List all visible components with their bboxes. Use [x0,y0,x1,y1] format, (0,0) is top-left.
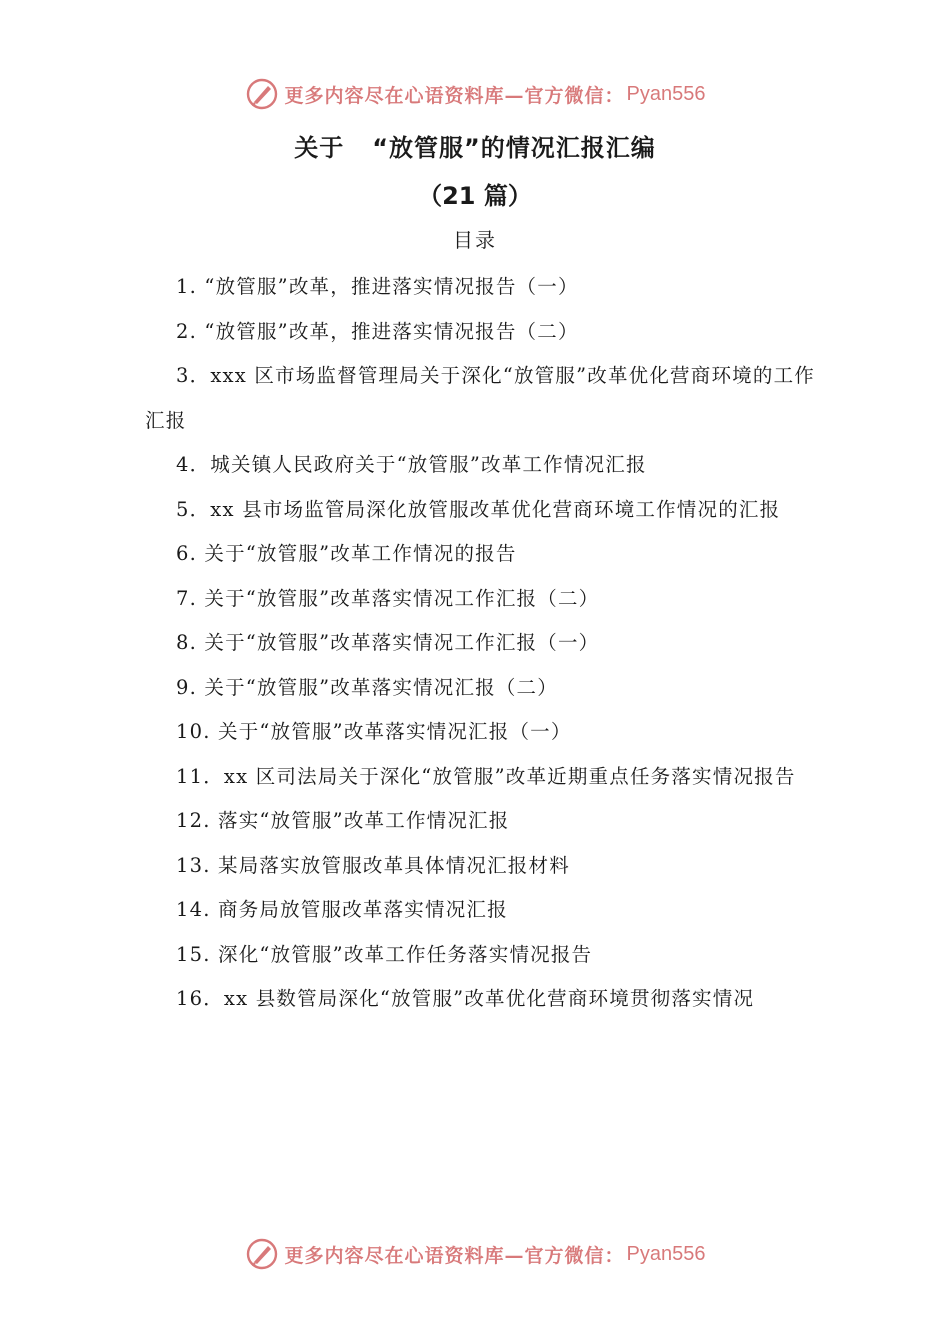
toc-item[interactable]: 14. 商务局放管服改革落实情况汇报 [176,898,508,921]
banner-wechat-id: Pyan556 [626,82,706,105]
toc-item[interactable]: 9. 关于“放管服”改革落实情况汇报（二） [176,675,558,699]
toc-item[interactable]: 13. 某局落实放管服改革具体情况汇报材料 [176,853,570,877]
toc-item[interactable]: 15. 深化“放管服”改革工作任务落实情况报告 [176,942,593,966]
toc-item[interactable]: 16．xx 县数管局深化“放管服”改革优化营商环境贯彻落实情况 [176,987,755,1010]
toc-heading: 目录 [453,228,497,252]
table-of-contents [145,265,815,1022]
pen-logo-icon [245,1237,279,1271]
header-watermark-banner [0,74,950,114]
toc-item[interactable]: 4．城关镇人民政府关于“放管服”改革工作情况汇报 [176,453,647,476]
pen-logo-icon [245,77,279,111]
toc-item[interactable]: 6. 关于“放管服”改革工作情况的报告 [176,542,517,565]
toc-item[interactable]: 11．xx 区司法局关于深化“放管服”改革近期重点任务落实情况报告 [176,764,796,788]
toc-item[interactable]: 5．xx 县市场监管局深化放管服改革优化营商环境工作情况的汇报 [176,497,781,521]
page-title [0,128,950,163]
toc-item[interactable]: 2. “放管服”改革，推进落实情况报告（二） [176,319,579,343]
banner-text: 更多内容尽在心语资料库—官方微信： [284,84,625,107]
toc-item[interactable]: 8. 关于“放管服”改革落实情况工作汇报（一） [176,631,600,654]
page-subtitle: （21 篇） [418,182,532,210]
title-main: “放管服”的情况汇报汇编 [372,134,656,162]
toc-item[interactable]: 10. 关于“放管服”改革落实情况汇报（一） [176,720,572,743]
banner-wechat-id: Pyan556 [626,1242,706,1265]
toc-item[interactable]: 3．xxx 区市场监督管理局关于深化“放管服”改革优化营商环境的工作汇报 [145,364,815,432]
title-prefix: 关于 [294,134,345,162]
banner-text: 更多内容尽在心语资料库—官方微信： [284,1244,625,1267]
toc-item[interactable]: 1. “放管服”改革，推进落实情况报告（一） [176,275,579,298]
toc-item[interactable]: 12. 落实“放管服”改革工作情况汇报 [176,809,510,832]
toc-item[interactable]: 7. 关于“放管服”改革落实情况工作汇报（二） [176,586,600,610]
footer-watermark-banner [0,1234,950,1274]
